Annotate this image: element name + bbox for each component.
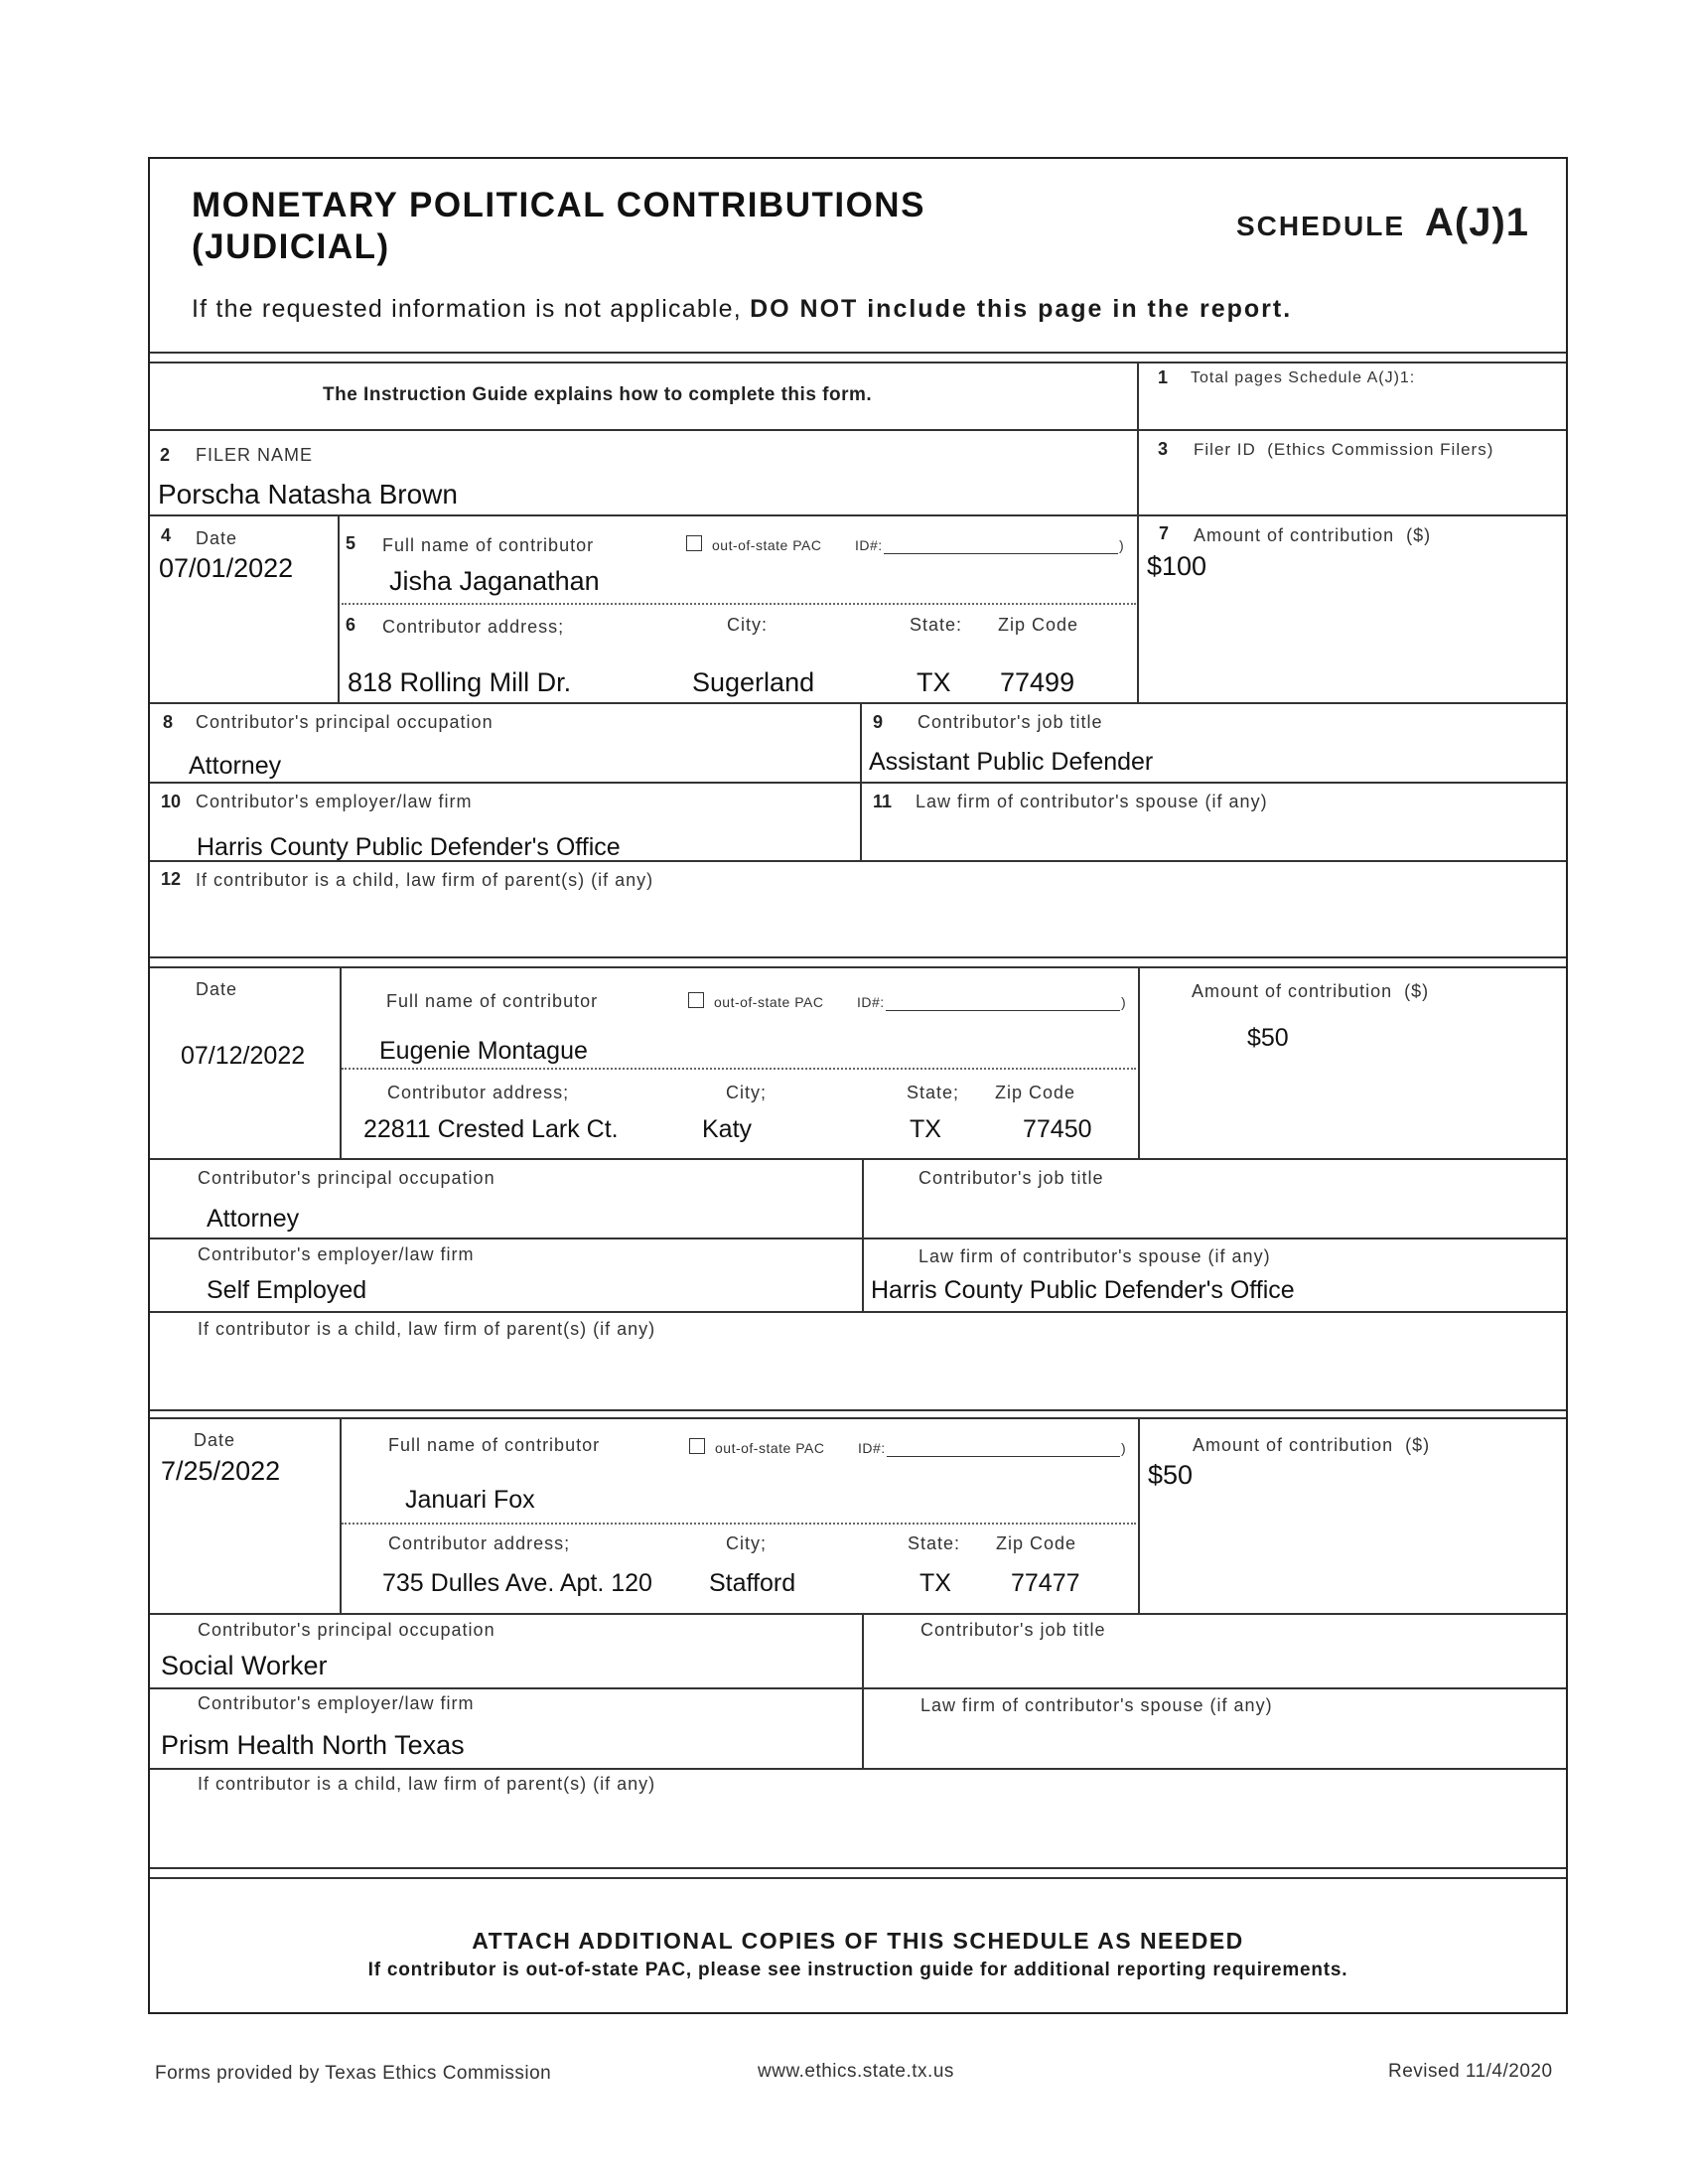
- vrule-mid-2: [862, 1158, 864, 1311]
- amount-value-1: $100: [1147, 551, 1207, 581]
- field-num-11: 11: [873, 792, 893, 811]
- field-num-8: 8: [163, 712, 174, 732]
- rule-header-top: [150, 352, 1566, 354]
- occupation-label-2: Contributor's principal occupation: [198, 1168, 495, 1188]
- rule-c: [150, 702, 1566, 704]
- pac-id-label-2: ID#:: [857, 994, 885, 1010]
- rule-l: [150, 1417, 1566, 1419]
- rule-m: [150, 1613, 1566, 1615]
- full-name-label-3: Full name of contributor: [388, 1435, 601, 1455]
- schedule-prefix: SCHEDULE: [1236, 211, 1406, 241]
- date-label-3: Date: [194, 1430, 236, 1450]
- employer-value-1: Harris County Public Defender's Office: [197, 833, 621, 861]
- occupation-label-1: Contributor's principal occupation: [196, 712, 494, 732]
- address-label-1: Contributor address;: [382, 617, 565, 637]
- filer-name-value: Porscha Natasha Brown: [158, 479, 458, 510]
- vrule-left-3: [340, 1417, 342, 1613]
- footer-provided-by: Forms provided by Texas Ethics Commission: [155, 2063, 552, 2084]
- form-title-line1: MONETARY POLITICAL CONTRIBUTIONS: [192, 186, 925, 224]
- filer-id-label: [1194, 440, 1493, 460]
- pac-id-line-2: [886, 1010, 1120, 1011]
- spouse-firm-label-2: Law firm of contributor's spouse (if any): [919, 1246, 1271, 1266]
- spouse-firm-label-3: Law firm of contributor's spouse (if any): [920, 1695, 1273, 1715]
- city-label-3: City;: [726, 1533, 767, 1553]
- notice-bold: DO NOT include this page in the report.: [750, 295, 1293, 323]
- city-value-1: Sugerland: [692, 667, 815, 697]
- rule-k: [150, 1409, 1566, 1411]
- out-of-state-pac-note: If contributor is out-of-state PAC, please see instruction guide for additional reporting requirements.: [367, 1960, 1348, 1980]
- occupation-value-3: Social Worker: [161, 1651, 328, 1680]
- instruction-guide-note: The Instruction Guide explains how to complete this form.: [323, 384, 873, 405]
- job-title-label-3: Contributor's job title: [920, 1620, 1106, 1640]
- filer-name-label: FILER NAME: [196, 445, 314, 465]
- employer-value-2: Self Employed: [207, 1276, 367, 1304]
- amount-unit-1: ($): [1406, 525, 1432, 545]
- field-num-5: 5: [346, 533, 356, 553]
- field-num-2: 2: [160, 445, 171, 465]
- rule-p: [150, 1867, 1566, 1869]
- filer-id-sub: (Ethics Commission Filers): [1267, 440, 1494, 459]
- dotted-line-3: [342, 1523, 1136, 1525]
- city-value-3: Stafford: [709, 1569, 796, 1597]
- out-of-state-pac-checkbox-3[interactable]: [689, 1438, 705, 1454]
- city-label-1: City:: [727, 615, 768, 635]
- rule-o: [150, 1768, 1566, 1770]
- employer-label-3: Contributor's employer/law firm: [198, 1693, 475, 1713]
- child-firm-label-1: If contributor is a child, law firm of parent(s) (if any): [196, 870, 654, 890]
- field-num-7: 7: [1159, 523, 1170, 543]
- rule-b: [150, 514, 1566, 516]
- out-of-state-pac-label-2: out-of-state PAC: [714, 994, 824, 1010]
- state-value-1: TX: [917, 667, 951, 697]
- vrule-right-2: [1138, 966, 1140, 1158]
- state-value-3: TX: [919, 1569, 951, 1597]
- rule-i: [150, 1238, 1566, 1239]
- zip-value-3: 77477: [1011, 1569, 1080, 1597]
- field-num-9: 9: [873, 712, 884, 732]
- footer-website[interactable]: www.ethics.state.tx.us: [758, 2061, 954, 2082]
- rule-d: [150, 782, 1566, 784]
- out-of-state-pac-checkbox-2[interactable]: [688, 992, 704, 1008]
- rule-f: [150, 956, 1566, 958]
- vrule-left-1: [338, 514, 340, 702]
- job-title-value-1: Assistant Public Defender: [869, 748, 1154, 776]
- amount-unit-2: ($): [1404, 981, 1430, 1001]
- date-label-1: Date: [196, 528, 238, 548]
- address-label-2: Contributor address;: [387, 1083, 570, 1102]
- date-value-2: 07/12/2022: [181, 1042, 306, 1070]
- date-label-2: Date: [196, 979, 238, 999]
- zip-value-1: 77499: [1000, 667, 1075, 697]
- field-num-6: 6: [346, 615, 356, 635]
- contributor-name-3: Januari Fox: [405, 1486, 535, 1514]
- city-value-2: Katy: [702, 1115, 753, 1143]
- amount-label-text-3: Amount of contribution: [1193, 1435, 1394, 1455]
- zip-label-2: Zip Code: [995, 1083, 1076, 1102]
- state-label-1: State:: [910, 615, 963, 635]
- address-value-1: 818 Rolling Mill Dr.: [348, 667, 572, 697]
- contributor-name-2: Eugenie Montague: [379, 1037, 588, 1065]
- zip-label-3: Zip Code: [996, 1533, 1077, 1553]
- dotted-line-2: [342, 1068, 1136, 1070]
- field-num-1: 1: [1158, 367, 1169, 387]
- date-value-3: 7/25/2022: [161, 1456, 281, 1486]
- dotted-line-1: [342, 603, 1136, 605]
- pac-id-line-1: [884, 553, 1118, 554]
- employer-label-2: Contributor's employer/law firm: [198, 1244, 475, 1264]
- pac-id-line-3: [887, 1456, 1120, 1457]
- state-label-2: State;: [907, 1083, 960, 1102]
- field-num-10: 10: [161, 792, 182, 811]
- not-applicable-notice: [192, 295, 1292, 324]
- vrule-right-3: [1138, 1417, 1140, 1613]
- state-value-2: TX: [910, 1115, 941, 1143]
- amount-label-text-1: Amount of contribution: [1194, 525, 1395, 545]
- vrule-right-1: [1137, 362, 1139, 702]
- form-title-line2: (JUDICIAL): [192, 227, 390, 266]
- field-num-12: 12: [161, 869, 182, 889]
- spouse-firm-label-1: Law firm of contributor's spouse (if any): [916, 792, 1268, 811]
- filer-id-label-text: Filer ID: [1194, 440, 1256, 459]
- rule-n: [150, 1687, 1566, 1689]
- occupation-value-1: Attorney: [189, 752, 282, 780]
- pac-id-close-3: ): [1121, 1440, 1127, 1456]
- city-label-2: City;: [726, 1083, 767, 1102]
- notice-normal: If the requested information is not applicable,: [192, 295, 742, 323]
- pac-id-close-2: ): [1121, 994, 1127, 1010]
- out-of-state-pac-checkbox-1[interactable]: [686, 535, 702, 551]
- vrule-mid-3: [862, 1613, 864, 1768]
- vrule-left-2: [340, 966, 342, 1158]
- amount-value-2: $50: [1247, 1024, 1289, 1052]
- amount-label-1: [1194, 525, 1431, 546]
- attach-copies-note: ATTACH ADDITIONAL COPIES OF THIS SCHEDULE AS NEEDED: [472, 1928, 1244, 1954]
- amount-unit-3: ($): [1405, 1435, 1431, 1455]
- footer-revised: Revised 11/4/2020: [1388, 2061, 1553, 2082]
- rule-j: [150, 1311, 1566, 1313]
- occupation-label-3: Contributor's principal occupation: [198, 1620, 495, 1640]
- full-name-label-1: Full name of contributor: [382, 535, 595, 555]
- state-label-3: State:: [908, 1533, 961, 1553]
- address-value-2: 22811 Crested Lark Ct.: [363, 1115, 619, 1143]
- amount-label-2: [1192, 981, 1429, 1002]
- rule-header-bottom: [150, 362, 1566, 364]
- amount-label-text-2: Amount of contribution: [1192, 981, 1393, 1001]
- amount-value-3: $50: [1148, 1460, 1194, 1490]
- pac-id-label-3: ID#:: [858, 1440, 886, 1456]
- job-title-label-1: Contributor's job title: [918, 712, 1103, 732]
- out-of-state-pac-label-3: out-of-state PAC: [715, 1440, 825, 1456]
- rule-a: [150, 429, 1566, 431]
- field-num-3: 3: [1158, 439, 1169, 459]
- employer-label-1: Contributor's employer/law firm: [196, 792, 473, 811]
- contributor-name-1: Jisha Jaganathan: [389, 566, 600, 596]
- address-value-3: 735 Dulles Ave. Apt. 120: [382, 1569, 652, 1597]
- child-firm-label-3: If contributor is a child, law firm of parent(s) (if any): [198, 1774, 656, 1794]
- child-firm-label-2: If contributor is a child, law firm of parent(s) (if any): [198, 1319, 656, 1339]
- employer-value-3: Prism Health North Texas: [161, 1730, 465, 1760]
- zip-value-2: 77450: [1023, 1115, 1092, 1143]
- schedule-code: A(J)1: [1425, 201, 1530, 244]
- field-num-4: 4: [161, 525, 172, 545]
- vrule-mid-1: [860, 702, 862, 860]
- address-label-3: Contributor address;: [388, 1533, 571, 1553]
- pac-id-close-1: ): [1119, 537, 1125, 553]
- rule-h: [150, 1158, 1566, 1160]
- occupation-value-2: Attorney: [207, 1205, 300, 1233]
- spouse-firm-value-2: Harris County Public Defender's Office: [871, 1276, 1295, 1304]
- total-pages-label: Total pages Schedule A(J)1:: [1191, 369, 1416, 386]
- rule-q: [150, 1877, 1566, 1879]
- zip-label-1: Zip Code: [998, 615, 1079, 635]
- job-title-label-2: Contributor's job title: [919, 1168, 1104, 1188]
- full-name-label-2: Full name of contributor: [386, 991, 599, 1011]
- amount-label-3: [1193, 1435, 1430, 1456]
- date-value-1: 07/01/2022: [159, 553, 294, 583]
- rule-g: [150, 966, 1566, 968]
- out-of-state-pac-label-1: out-of-state PAC: [712, 537, 822, 553]
- pac-id-label-1: ID#:: [855, 537, 883, 553]
